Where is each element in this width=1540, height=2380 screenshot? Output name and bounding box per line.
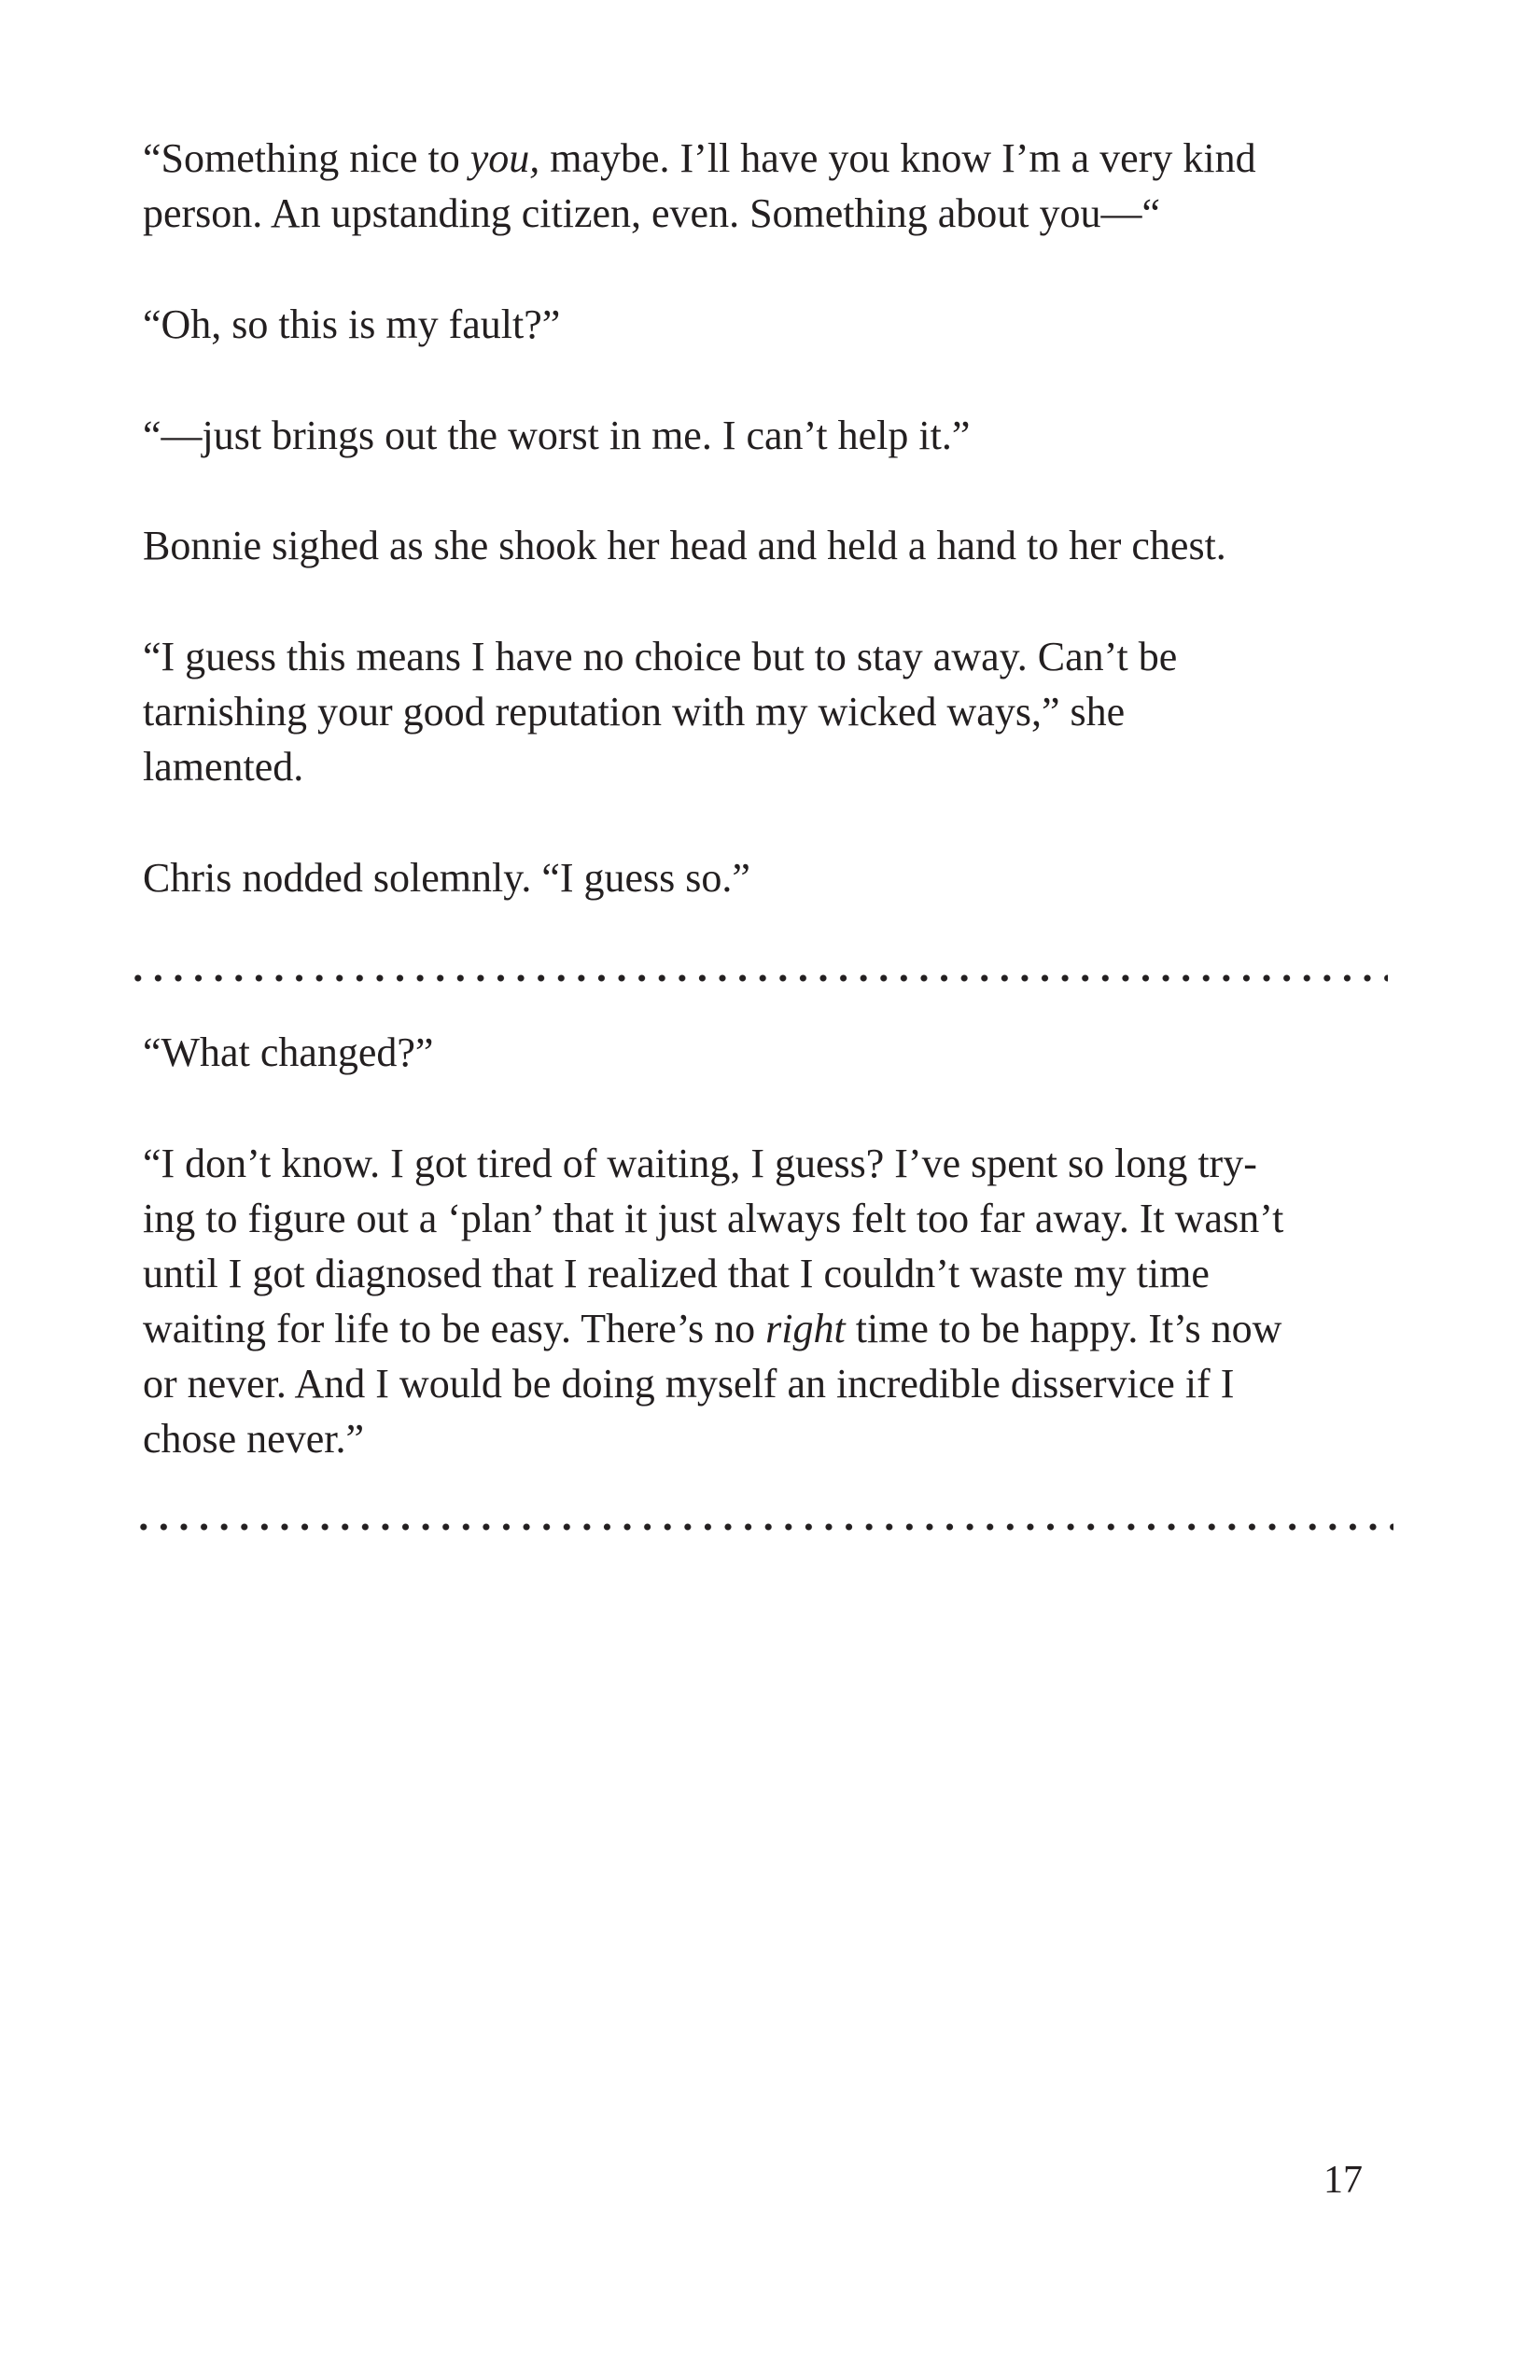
paragraph-what-changed [143,1025,1412,1080]
page-number: 17 [1323,2159,1363,2202]
paragraph-something-nice [143,131,1412,241]
text-run: “Something nice to [143,135,470,181]
paragraph-stay-away [143,629,1412,794]
text-line: “I don’t know. I got tired of waiting, I guess? I’ve spent so long try- [143,1141,1257,1186]
text-line: until I got diagnosed that I realized that I couldn’t waste my time [143,1251,1210,1296]
italic-text: you, [469,135,540,181]
text-line: “Oh, so this is my fault?” [143,301,561,347]
paragraph-tired-of-waiting [143,1136,1412,1466]
paragraph-chris-nodded [143,850,1412,905]
text-line [143,131,1412,186]
text-run: maybe. I’ll have you know I’m a very kind [539,135,1256,181]
paragraph-my-fault [143,297,1412,352]
text-line [143,1301,1412,1356]
text-line: tarnishing your good reputation with my wicked ways,” she [143,689,1126,735]
text-line: chose never.” [143,1416,364,1462]
paragraph-worst-in-me [143,408,1412,463]
text-line: “What changed?” [143,1029,434,1075]
dotted-section-divider [128,973,1388,983]
text-line: ing to figure out a ‘plan’ that it just always felt too far away. It wasn’t [143,1196,1284,1241]
text-run: time to be happy. It’s now [845,1306,1282,1351]
text-line: “—just brings out the worst in me. I can’t help it.” [143,413,971,458]
text-line: person. An upstanding citizen, even. Something about you—“ [143,190,1161,236]
paragraph-bonnie-sighed [143,518,1412,573]
italic-text: right [765,1306,846,1351]
dotted-section-divider [133,1522,1393,1532]
text-line: or never. And I would be doing myself an incredible disservice if I [143,1361,1235,1407]
text-line: Chris nodded solemnly. “I guess so.” [143,855,750,901]
text-run: waiting for life to be easy. There’s no [143,1306,766,1351]
text-line: “I guess this means I have no choice but to stay away. Can’t be [143,634,1178,679]
text-line: lamented. [143,744,304,790]
text-line: Bonnie sighed as she shook her head and held a hand to her chest. [143,523,1226,568]
